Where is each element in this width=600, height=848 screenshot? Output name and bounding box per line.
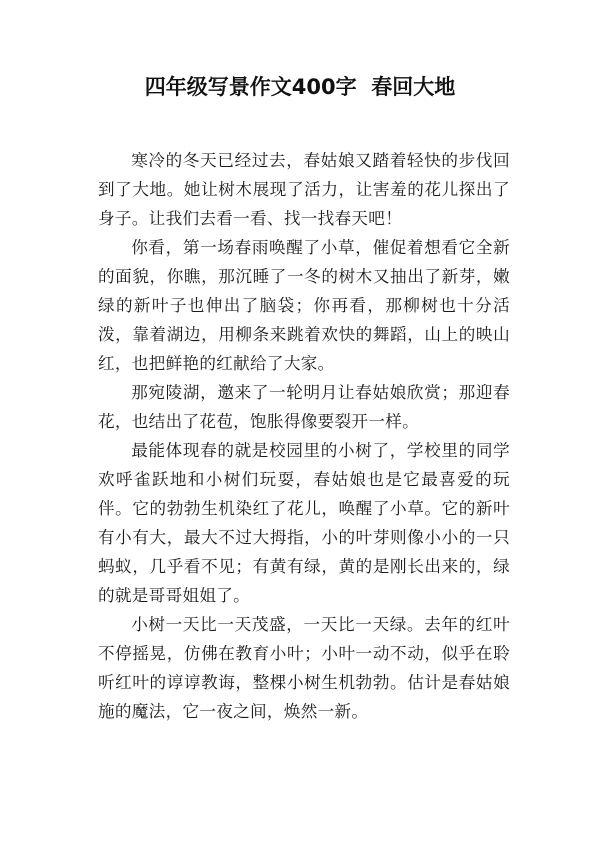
page-title: 四年级写景作文400字 春回大地 [144,75,456,99]
paragraph-3: 那宛陵湖，邀来了一轮明月让春姑娘欣赏；那迎春花，也结出了花苞，饱胀得像要裂开一样。 [98,383,510,431]
paragraph-5: 小树一天比一天茂盛，一天比一天绿。去年的红叶不停摇晃，仿佛在教育小叶；小叶一动不动，似乎在聆听红叶的谆谆教诲，整棵小树生机勃勃。估计是春姑娘施的魔法，它一夜之间，焕然一新。 [98,615,510,721]
paragraph-4: 最能体现春的就是校园里的小树了，学校里的同学欢呼雀跃地和小树们玩耍，春姑娘也是它最喜爱的玩伴。它的勃勃生机染红了花儿，唤醒了小草。它的新叶有小有大，最大不过大拇指，小的叶芽则像小小的一只蚂蚁，几乎看不见；有黄有绿，黄的是刚长出来的，绿的就是哥哥姐姐了。 [98,441,510,605]
article-body [98,146,510,726]
paragraph-2: 你看，第一场春雨唤醒了小草，催促着想看它全新的面貌，你瞧，那沉睡了一冬的树木又抽出了新芽，嫩绿的新叶子也伸出了脑袋；你再看，那柳树也十分活泼，靠着湖边，用柳条来跳着欢快的舞蹈，山上的映山红，也把鲜艳的红献给了大家。 [98,238,510,373]
paragraph-1: 寒冷的冬天已经过去，春姑娘又踏着轻快的步伐回到了大地。她让树木展现了活力，让害羞的花儿探出了身子。让我们去看一看、找一找春天吧！ [98,151,510,228]
